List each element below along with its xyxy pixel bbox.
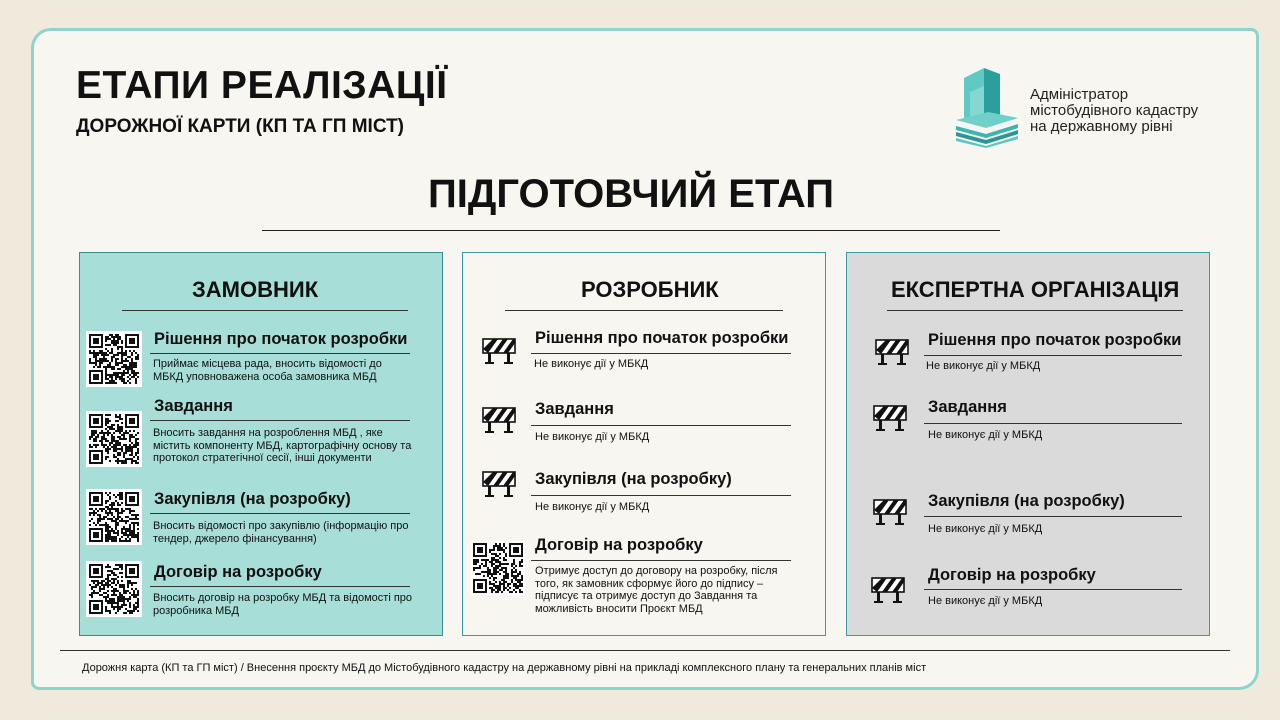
column-title: ЕКСПЕРТНА ОРГАНІЗАЦІЯ	[891, 277, 1180, 302]
column-title-divider	[887, 310, 1183, 311]
item-title: Закупівля (на розробку)	[154, 490, 351, 508]
item-title: Закупівля (на розробку)	[535, 470, 732, 488]
item-description: Не виконує дії у МБКД	[534, 358, 649, 370]
road-barrier-icon	[875, 337, 909, 365]
column-developer	[462, 252, 826, 636]
road-barrier-icon	[482, 469, 516, 497]
item-divider	[924, 589, 1182, 590]
footer-divider	[60, 650, 1230, 651]
item-divider	[531, 560, 791, 561]
item-description: Приймає місцева рада, вносить відомості до МБКД уповноважена особа замовника МБД	[153, 358, 382, 383]
item-title: Рішення про початок розробки	[928, 331, 1182, 349]
item-divider	[150, 513, 410, 514]
item-title: Рішення про початок розробки	[535, 329, 789, 347]
item-divider	[531, 495, 791, 496]
qr-code-icon	[86, 331, 142, 387]
page-title: ЕТАПИ РЕАЛІЗАЦІЇ	[76, 64, 448, 107]
column-title: РОЗРОБНИК	[581, 277, 719, 302]
item-title: Закупівля (на розробку)	[928, 492, 1125, 510]
qr-code-icon	[86, 561, 142, 617]
item-title: Рішення про початок розробки	[154, 330, 408, 348]
item-divider	[150, 420, 410, 421]
road-barrier-icon	[873, 497, 907, 525]
item-title: Завдання	[928, 398, 1007, 416]
item-divider	[924, 423, 1182, 424]
item-title: Договір на розробку	[535, 536, 703, 554]
item-title: Завдання	[535, 400, 614, 418]
column-title: ЗАМОВНИК	[192, 277, 319, 302]
item-description: Не виконує дії у МБКД	[535, 501, 650, 513]
item-description: Вносить завдання на розроблення МБД , яке містить компоненту МБД, картографічну основу та протокол стратегічної сесії, інші документи	[153, 427, 412, 464]
item-title: Завдання	[154, 397, 233, 415]
item-divider	[150, 353, 410, 354]
item-description: Не виконує дії у МБКД	[535, 431, 650, 443]
building-layers-logo-icon	[954, 62, 1020, 148]
qr-code-icon	[471, 541, 525, 595]
item-divider	[924, 355, 1182, 356]
item-divider	[150, 586, 410, 587]
column-title-divider	[122, 310, 408, 311]
item-description: Не виконує дії у МБКД	[928, 523, 1043, 535]
item-description: Отримує доступ до договору на розробку, після того, як замовник сформує його до підпису – підписує та отримує доступ до Завдання та можливість вносити Проєкт МБД	[535, 565, 778, 615]
qr-code-icon	[86, 411, 142, 467]
item-divider	[924, 516, 1182, 517]
logo-text: Адміністратор містобудівного кадастру на державному рівні	[1030, 86, 1199, 135]
road-barrier-icon	[873, 403, 907, 431]
stage-divider	[262, 230, 1000, 231]
column-title-divider	[505, 310, 783, 311]
item-divider	[531, 353, 791, 354]
column-customer	[79, 252, 443, 636]
road-barrier-icon	[482, 405, 516, 433]
footer-text: Дорожня карта (КП та ГП міст) / Внесення проєкту МБД до Містобудівного кадастру на державному рівні на прикладі комплексного плану та генеральних планів міст	[82, 662, 927, 674]
road-barrier-icon	[871, 575, 905, 603]
item-description: Вносить відомості про закупівлю (інформацію про тендер, джерело фінансування)	[153, 520, 409, 545]
item-divider	[531, 425, 791, 426]
item-description: Вносить договір на розробку МБД та відомості про розробника МБД	[153, 592, 413, 617]
item-description: Не виконує дії у МБКД	[928, 429, 1043, 441]
column-expert-organization	[846, 252, 1210, 636]
item-description: Не виконує дії у МБКД	[926, 360, 1041, 372]
item-title: Договір на розробку	[154, 563, 322, 581]
item-description: Не виконує дії у МБКД	[928, 595, 1043, 607]
item-title: Договір на розробку	[928, 566, 1096, 584]
road-barrier-icon	[482, 336, 516, 364]
stage-title: ПІДГОТОВЧИЙ ЕТАП	[428, 172, 834, 216]
qr-code-icon	[86, 489, 142, 545]
page-subtitle: ДОРОЖНОЇ КАРТИ (КП ТА ГП МІСТ)	[76, 116, 405, 137]
